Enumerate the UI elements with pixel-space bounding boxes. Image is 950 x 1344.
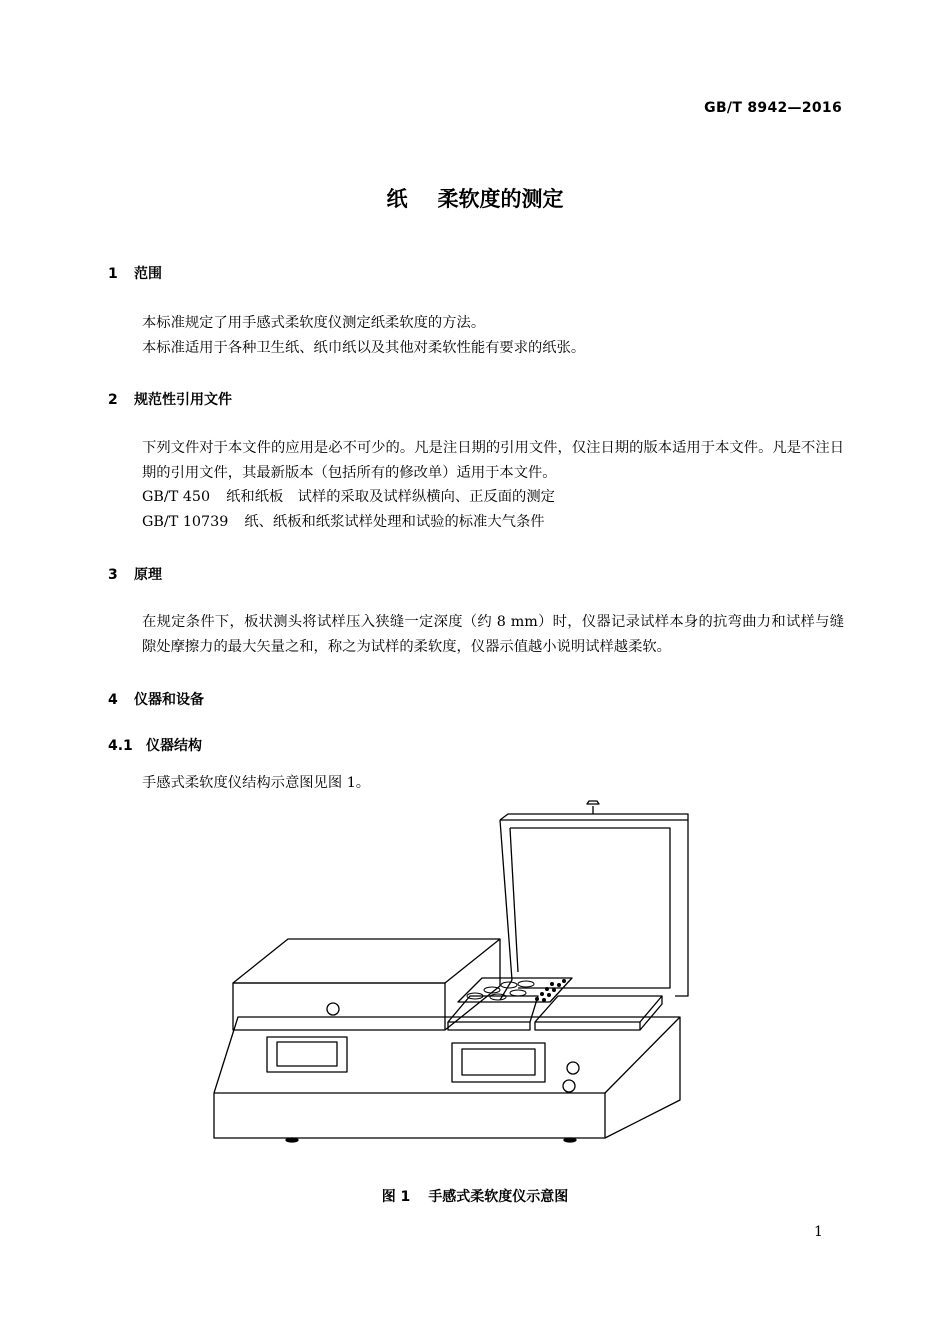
section-number: 2 bbox=[108, 392, 118, 408]
control-button bbox=[563, 1080, 575, 1092]
section-title: 仪器结构 bbox=[146, 738, 202, 754]
section-title: 规范性引用文件 bbox=[134, 392, 232, 408]
base-right-side bbox=[605, 1017, 680, 1138]
lid-left bbox=[500, 820, 512, 980]
figure-caption bbox=[0, 1186, 950, 1206]
figure-label: 图 1 bbox=[381, 1189, 411, 1205]
title-part2: 柔软度的测定 bbox=[437, 187, 564, 211]
section-title: 范围 bbox=[134, 266, 162, 282]
lid-back-edge bbox=[500, 814, 688, 820]
title-part1: 纸 bbox=[386, 187, 408, 211]
left-display-screen bbox=[277, 1042, 337, 1066]
reference-item bbox=[142, 511, 545, 531]
section-2-heading bbox=[108, 389, 232, 409]
page-number: 1 bbox=[814, 1224, 823, 1240]
reference-title: 纸、纸板和纸浆试样处理和试验的标准大气条件 bbox=[244, 514, 545, 530]
paragraph: 本标准规定了用手感式柔软度仪测定纸柔软度的方法。 bbox=[142, 315, 486, 331]
section-4-1-heading bbox=[108, 735, 202, 755]
sample-tray-left-edge bbox=[448, 1022, 530, 1030]
foot bbox=[286, 1138, 298, 1142]
tray-side bbox=[640, 996, 662, 1030]
sample-tray-right-edge bbox=[535, 1022, 640, 1030]
left-block-top bbox=[233, 939, 500, 983]
paragraph: 手感式柔软度仪结构示意图见图 1。 bbox=[142, 775, 371, 791]
control-button bbox=[567, 1062, 579, 1074]
reference-item bbox=[142, 486, 555, 506]
paragraph: 下列文件对于本文件的应用是必不可少的。凡是注日期的引用文件，仅注日期的版本适用于本文件。凡是不注日期的引用文件，其最新版本（包括所有的修改单）适用于本文件。 bbox=[142, 440, 844, 481]
section-3-heading bbox=[108, 564, 162, 584]
section-4-heading bbox=[108, 689, 204, 709]
section-number: 4 bbox=[108, 692, 118, 708]
reference-code: GB/T 450 bbox=[142, 489, 211, 505]
document-title bbox=[0, 183, 950, 213]
reference-code: GB/T 10739 bbox=[142, 514, 229, 530]
lid-inner-edge bbox=[510, 828, 518, 972]
lid-inner bbox=[510, 828, 670, 988]
right-display-screen bbox=[462, 1049, 535, 1075]
standard-code: GB/T 8942—2016 bbox=[704, 100, 842, 116]
sample-tray-right bbox=[535, 996, 662, 1022]
section-1-heading bbox=[108, 263, 162, 283]
section-number: 1 bbox=[108, 266, 118, 282]
base-front-panel bbox=[214, 1093, 605, 1138]
reference-title: 纸和纸板 试样的采取及试样纵横向、正反面的测定 bbox=[226, 489, 555, 505]
lid-outer bbox=[500, 820, 688, 996]
indicator-lamp bbox=[327, 1003, 339, 1015]
section-3-body bbox=[108, 610, 844, 660]
section-4-1-body bbox=[108, 771, 844, 796]
section-1-body bbox=[108, 311, 844, 361]
section-title: 仪器和设备 bbox=[134, 692, 204, 708]
paragraph: 本标准适用于各种卫生纸、纸巾纸以及其他对柔软性能有要求的纸张。 bbox=[142, 340, 586, 356]
section-title: 原理 bbox=[134, 567, 162, 583]
lid-knob bbox=[587, 801, 599, 814]
section-number: 3 bbox=[108, 567, 118, 583]
softness-tester-illustration bbox=[200, 800, 700, 1150]
figure-caption-text: 手感式柔软度仪示意图 bbox=[428, 1189, 569, 1205]
section-number: 4.1 bbox=[108, 738, 133, 754]
section-2-body bbox=[108, 436, 844, 486]
paragraph: 在规定条件下，板状测头将试样压入狭缝一定深度（约 8 mm）时，仪器记录试样本身的抗弯曲力和试样与缝隙处摩擦力的最大矢量之和，称之为试样的柔软度，仪器示值越小说明试样越柔软。 bbox=[142, 614, 844, 655]
foot bbox=[564, 1138, 576, 1142]
